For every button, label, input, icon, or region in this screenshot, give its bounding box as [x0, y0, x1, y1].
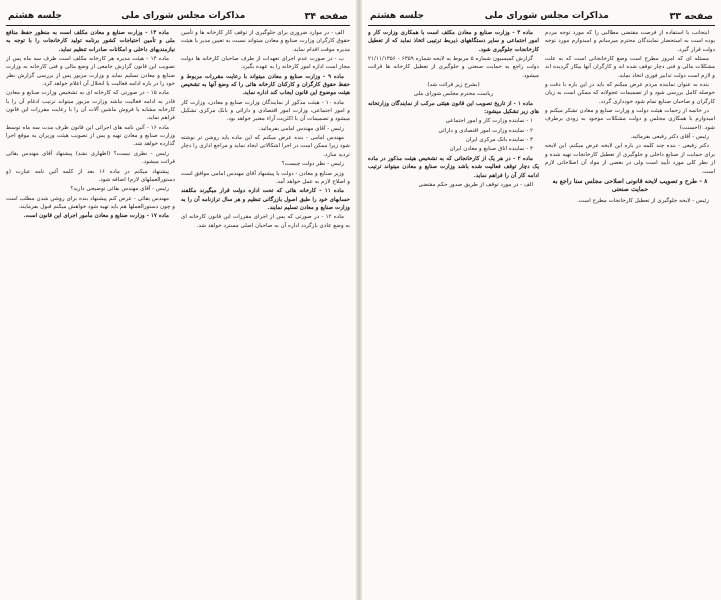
- paragraph: بنده به عنوان نماینده مردم عرض میکنم که باید در این باره با دقت و حوصله کامل بررسی شود و از تصمیمات عجولانه که ممکن است به زیان کارگران و صاحبان صنایع تمام شود خودداری گردد.: [545, 82, 715, 105]
- section-heading: ۸ - طرح و تصویب لایحه قانونی اصلاحی مجلس سنا راجع به حمایت صنعتی: [552, 177, 708, 194]
- paragraph: ماده ۱۰ - هیئت مذکور از نمایندگان وزارت صنایع و معادن، وزارت کار و امور اجتماعی، وزارت امور اقتصادی و دارائی و بانک مرکزی تشکیل میشود و تصمیمات آن با اکثریت آراء معتبر خواهد بود.: [181, 99, 350, 123]
- paragraph: پیشنهاد میکنم در ماده ۱۶ بعد از کلمه آئین نامه عبارت (و دستورالعملهای لازم) اضافه شود.: [6, 168, 175, 183]
- left-page-col-left: [6, 29, 175, 585]
- paragraph: (بشرح زیر قرائت شد): [427, 82, 480, 89]
- paragraph: ماده ۱۶ - آئین نامه های اجرائی این قانون ظرف مدت سه ماه توسط وزارت صنایع و معادن تهیه و پس از تصویب هیئت وزیران به موقع اجرا گذارده خواهد شد.: [6, 124, 175, 148]
- left-page-header: [6, 8, 350, 24]
- paragraph: ماده ۹ - وزارت صنایع و معادن میتواند با رعایت مقررات مربوط و حفظ حقوق کارگران و کارکنان کارخانه هائی را که وضع آنها به تشخیص هیئت موضوع این قانون ایجاب کند اداره نماید.: [181, 73, 350, 97]
- right-page: [368, 8, 715, 594]
- left-page-title: مذاکرات مجلس شورای ملی: [121, 11, 246, 21]
- right-page-title: مذاکرات مجلس شورای ملی: [484, 11, 609, 21]
- list-item: ۱ - نماینده وزارت کار و امور اجتماعی: [445, 118, 533, 125]
- paragraph: ماده ۱۳ - وزارت صنایع و معادن مکلف است به منظور حفظ منافع ملی و تأمین احتیاجات کشور برنامه تولید کارخانجات را با توجه به نیازمندیهای داخلی و امکانات صادرات تنظیم نماید.: [6, 30, 175, 53]
- paragraph: رئیس - نظری نیست؟ (اظهاری نشد) پیشنهاد آقای مهندس بقائی قرائت میشود.: [6, 150, 175, 166]
- paragraph: ماده ۲ - در هر یک از کارخانجاتی که به تشخیص هیئت مذکور در ماده یک دچار توقف فعالیت شده باشد وزارت صنایع و معادن میتواند ترتیب ادامه کار آن را فراهم نماید.: [368, 155, 539, 179]
- left-page-number: صفحه ۳۴: [304, 10, 348, 22]
- paragraph: ماده ۱۲ - در صورتی که پس از اجرای مقررات این قانون کارخانه ای به وضع عادی بازگردد اداره آن به صاحبان اصلی مسترد خواهد شد.: [181, 214, 350, 229]
- paragraph: دکتر رفیعی - بنده چند کلمه در باره این لایحه عرض میکنم. این لایحه برای حمایت از صنایع داخلی و جلوگیری از تعطیل کارخانجات تهیه شده و از نظر کلی مورد تأیید است ولی در بعضی از مواد آن اصلاحاتی لازم است.: [545, 143, 715, 175]
- paragraph: ماده ۱۱ - کارخانه هائی که تحت اداره دولت قرار میگیرند مکلفند حسابهای خود را طبق اصول بازرگانی تنظیم و هر سال ترازنامه آن را به وزارت صنایع و معادن تسلیم نمایند.: [181, 188, 350, 211]
- paragraph: الف - در مورد توقف از طریق صدور حکم مقتضی: [418, 181, 533, 188]
- paragraph: ریاست محترم مجلس شورای ملی: [413, 91, 494, 98]
- paragraph: ماده ۳ - وزارت صنایع و معادن مکلف است با همکاری وزارت کار و امور اجتماعی و سایر دستگاههای ذیربط ترتیبی اتخاذ نماید که از تعطیل کارخانجات جلوگیری شود.: [368, 30, 539, 53]
- right-page-col-right: [545, 29, 715, 585]
- paragraph: ماده ۱ - از تاریخ تصویب این قانون هیئتی مرکب از نمایندگان وزارتخانه های زیر تشکیل میشود:: [368, 100, 539, 116]
- paragraph: ب - در صورت عدم اجرای تعهدات از طرف صاحبان کارخانه ها دولت مجاز است اداره امور کارخانه را به عهده بگیرد.: [181, 56, 350, 71]
- paragraph: ماده ۱۴ - هیئت مدیره هر کارخانه مکلف است ظرف سه ماه پس از تصویب این قانون گزارش جامعی از وضع مالی و فنی کارخانه به وزارت صنایع و معادن تسلیم نماید و وزارت مزبور پس از بررسی گزارش نظر خود را در باره ادامه فعالیت یا انحلال آن اعلام خواهد کرد.: [6, 56, 175, 88]
- left-page: [6, 8, 350, 594]
- paragraph: ماده ۱۵ - در صورتی که کارخانه ای به تشخیص وزارت صنایع و معادن قادر به ادامه فعالیت نباشد وزارت مزبور میتواند ترتیب ادغام آن را با کارخانه مشابه یا فروش ماشین آلات آن را با رعایت مقررات این قانون فراهم نماید.: [6, 90, 175, 122]
- paragraph: رئیس - نظر دولت چیست؟: [281, 161, 344, 168]
- paragraph: رئیس - لایحه جلوگیری از تعطیل کارخانجات مطرح است.: [577, 197, 709, 204]
- left-header-rule: [6, 25, 350, 26]
- list-item: ۲ - نماینده وزارت امور اقتصادی و دارائی: [438, 127, 533, 134]
- left-page-session: جلسه هشتم: [8, 11, 63, 21]
- paragraph: مهندس بقائی - عرض کنم پیشنهاد بنده برای روشن شدن مطلب است و چون دستورالعملها هم باید تهیه شود خواهش میکنم قبول بفرمایند.: [6, 195, 175, 210]
- right-page-header: [368, 8, 715, 24]
- right-page-session: جلسه هشتم: [370, 11, 425, 21]
- paragraph: در خاتمه از زحمات هیئت دولت و وزارت صنایع و معادن تشکر میکنم و امیدوارم با همکاری مجلس و دولت مشکلات موجود به زودی برطرف شود. (احسنت): [545, 108, 715, 131]
- list-item: ۳ - نماینده بانک مرکزی ایران: [465, 137, 533, 144]
- right-page-col-left: [368, 29, 539, 585]
- paragraph: اینجانب با استفاده از فرصت مقتضی مطالبی را که مورد توجه مردم بوده است به استحضار نمایندگان محترم میرسانم و امیدوارم مورد توجه دولت قرار گیرد.: [545, 30, 715, 53]
- paragraph: ماده ۱۷ - وزارت صنایع و معادن مأمور اجرای این قانون است.: [23, 213, 169, 220]
- left-page-col-right: [181, 29, 350, 585]
- paragraph: رئیس - آقای مهندس امامی بفرمائید.: [258, 125, 344, 132]
- list-item: ۴ - نماینده اتاق صنایع و معادن ایران: [449, 146, 533, 153]
- paragraph: وزیر صنایع و معادن - دولت با پیشنهاد آقای مهندس امامی موافق است و اصلاح لازم به عمل خواهد آمد.: [181, 170, 350, 185]
- book-gutter: [356, 0, 362, 600]
- paragraph: گزارش کمیسیون شماره ۵ مربوط به لایحه شماره ۶۳۵۹ - ۲۱/۱۱/۱۳۵۶ دولت راجع به حمایت صنعتی و جلوگیری از تعطیل کارخانه ها قرائت میشود.: [368, 56, 539, 79]
- paragraph: رئیس - آقای دکتر رفیعی بفرمائید.: [630, 134, 709, 141]
- paragraph: مهندس امامی - بنده عرض میکنم که این ماده باید روشن تر نوشته شود زیرا ممکن است در اجرا اشکالاتی ایجاد نماید و مراجع اداری را دچار تردید سازد.: [181, 135, 350, 158]
- right-page-number: صفحه ۳۳: [669, 10, 713, 22]
- right-header-rule: [368, 25, 715, 26]
- paragraph: مسئله ای که امروز مطرح است وضع کارخانجاتی است که به علت مشکلات مالی و فنی دچار توقف شده اند و کارگران آنها بیکار گردیده اند و لازم است دولت تدابیر فوری اتخاذ نماید.: [545, 56, 715, 79]
- paragraph: رئیس - آقای مهندس بقائی توضیحی دارید؟: [70, 186, 169, 193]
- paragraph: الف - در موارد ضروری برای جلوگیری از توقف کار کارخانه ها و تأمین حقوق کارگران وزارت صنایع و معادن میتواند نسبت به تعیین مدیر یا هیئت مدیره موقت اقدام نماید.: [181, 30, 350, 53]
